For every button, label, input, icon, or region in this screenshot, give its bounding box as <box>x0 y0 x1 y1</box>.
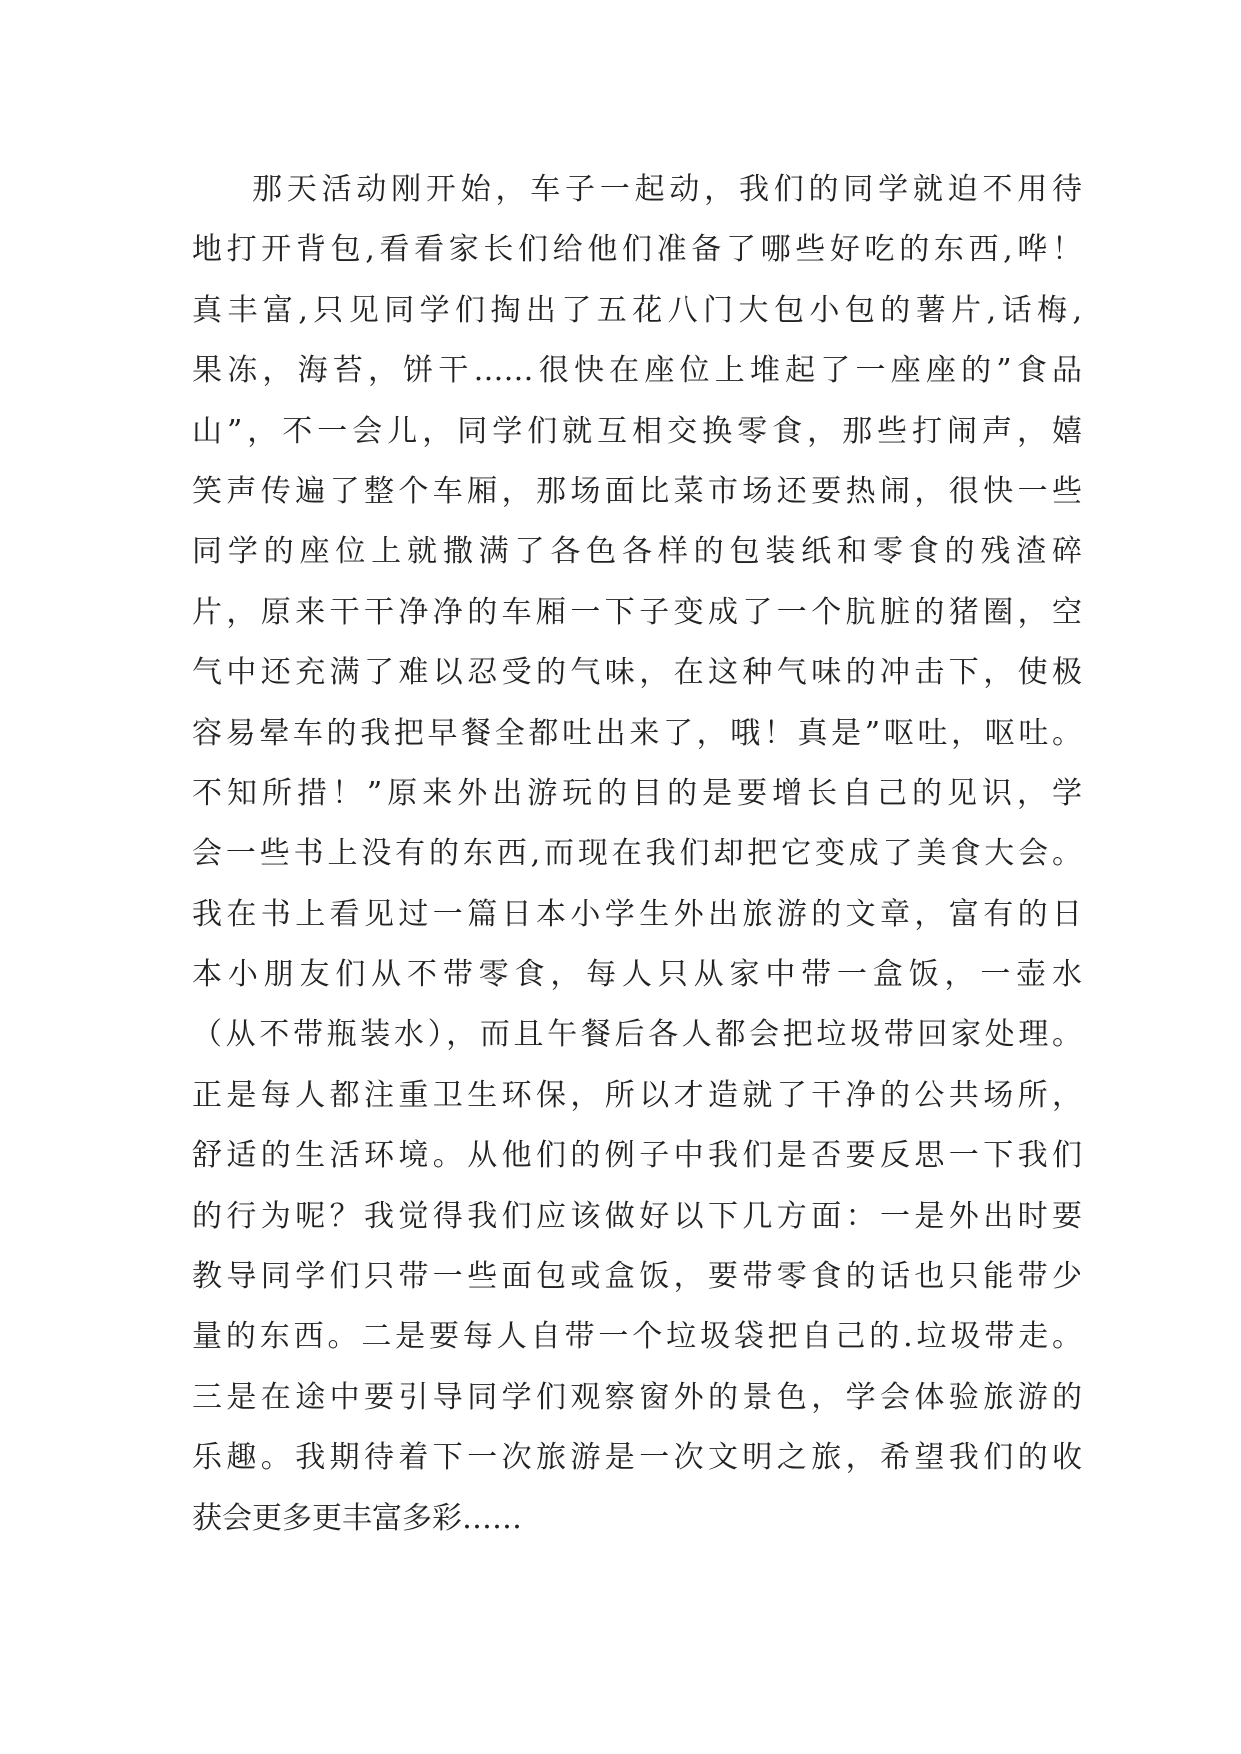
text-line: 教导同学们只带一些面包或盒饭，要带零食的话也只能带少 <box>192 1259 1082 1295</box>
body-paragraph <box>192 160 1082 1549</box>
text-line: 获会更多更丰富多彩…… <box>192 1500 522 1536</box>
text-line: 乐趣。我期待着下一次旅游是一次文明之旅，希望我们的收 <box>192 1440 1082 1476</box>
text-line: 地打开背包,看看家长们给他们准备了哪些好吃的东西,哗！ <box>192 232 1082 268</box>
text-line: 笑声传遍了整个车厢，那场面比菜市场还要热闹，很快一些 <box>192 473 1082 509</box>
text-line: 量的东西。二是要每人自带一个垃圾袋把自己的.垃圾带走。 <box>192 1319 1082 1355</box>
text-line: 我在书上看见过一篇日本小学生外出旅游的文章，富有的日 <box>192 896 1082 932</box>
text-line: 会一些书上没有的东西,而现在我们却把它变成了美食大会。 <box>192 836 1082 872</box>
text-line: 正是每人都注重卫生环保，所以才造就了干净的公共场所， <box>192 1077 1082 1113</box>
text-line: 容易晕车的我把早餐全都吐出来了，哦！真是”呕吐，呕吐。 <box>192 715 1082 751</box>
text-line: 本小朋友们从不带零食，每人只从家中带一盒饭，一壶水 <box>192 957 1082 993</box>
text-line: 那天活动刚开始，车子一起动，我们的同学就迫不用待 <box>252 172 1082 207</box>
text-line: 山”，不一会儿，同学们就互相交换零食，那些打闹声，嬉 <box>192 413 1082 449</box>
text-line: 真丰富,只见同学们掏出了五花八门大包小包的薯片,话梅, <box>192 292 1082 328</box>
text-line: 的行为呢？我觉得我们应该做好以下几方面：一是外出时要 <box>192 1198 1082 1234</box>
text-line: 片，原来干干净净的车厢一下子变成了一个肮脏的猪圈，空 <box>192 594 1082 630</box>
text-line: 不知所措！”原来外出游玩的目的是要增长自己的见识，学 <box>192 775 1082 811</box>
text-line: 三是在途中要引导同学们观察窗外的景色，学会体验旅游的 <box>192 1379 1082 1415</box>
text-line: （从不带瓶装水），而且午餐后各人都会把垃圾带回家处理。 <box>192 1017 1082 1053</box>
text-line: 气中还充满了难以忍受的气味，在这种气味的冲击下，使极 <box>192 655 1082 691</box>
text-line: 果冻，海苔，饼干……很快在座位上堆起了一座座的”食品 <box>192 353 1082 389</box>
text-line: 同学的座位上就撒满了各色各样的包装纸和零食的残渣碎 <box>192 534 1082 570</box>
text-line: 舒适的生活环境。从他们的例子中我们是否要反思一下我们 <box>192 1138 1082 1174</box>
